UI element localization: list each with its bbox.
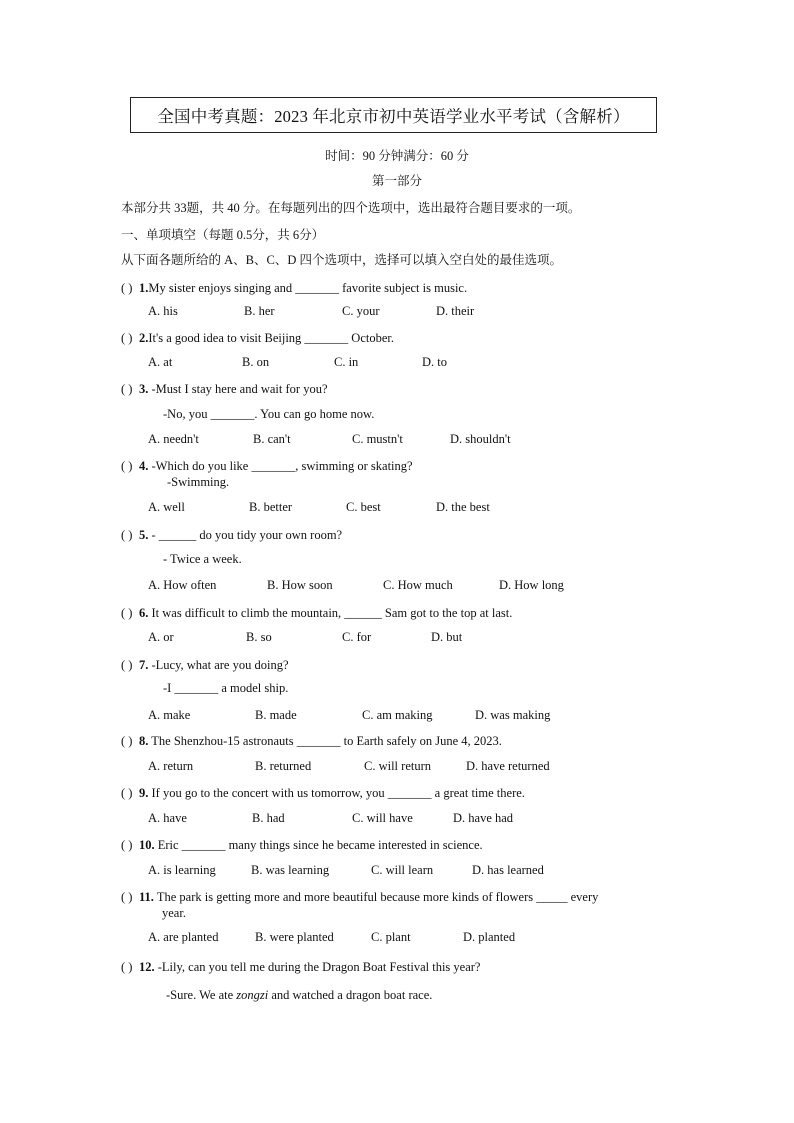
option-c: C. am making — [362, 708, 433, 722]
option-a: A. How often — [148, 578, 217, 592]
question-text: 1.My sister enjoys singing and _______ favorite subject is music. — [139, 281, 468, 295]
answer-blank[interactable]: ( ) — [121, 382, 133, 396]
answer-blank[interactable]: ( ) — [121, 331, 133, 345]
option-d: D. to — [422, 355, 447, 369]
question-text: 10. Eric _______ many things since he became interested in science. — [139, 838, 483, 852]
answer-blank[interactable]: ( ) — [121, 658, 133, 672]
option-d: D. has learned — [472, 863, 544, 877]
part-intro: 本部分共 33题，共 40 分。在每题列出的四个选项中，选出最符合题目要求的一项。 — [121, 201, 581, 215]
part-heading: 第一部分 — [371, 174, 422, 188]
question-reply: - Twice a week. — [163, 552, 242, 566]
question-text: 7. -Lucy, what are you doing? — [139, 658, 289, 672]
answer-blank[interactable]: ( ) — [121, 890, 133, 904]
answer-blank[interactable]: ( ) — [121, 734, 133, 748]
section-description: 从下面各题所给的 A、B、C、D 四个选项中，选择可以填入空白处的最佳选项。 — [121, 253, 562, 267]
question-text: 3. -Must I stay here and wait for you? — [139, 382, 328, 396]
option-c: C. How much — [383, 578, 453, 592]
answer-blank[interactable]: ( ) — [121, 786, 133, 800]
option-a: A. his — [148, 304, 178, 318]
question-reply: -Swimming. — [167, 475, 230, 489]
option-b: B. better — [249, 500, 293, 514]
option-a: A. return — [148, 759, 194, 773]
question-text: 9. If you go to the concert with us tomorrow, you _______ a great time there. — [139, 786, 525, 800]
option-d: D. planted — [463, 930, 516, 944]
question-text: 6. It was difficult to climb the mountain, ______ Sam got to the top at last. — [139, 606, 513, 620]
answer-blank[interactable]: ( ) — [121, 281, 133, 295]
option-b: B. were planted — [255, 930, 334, 944]
option-b: B. How soon — [267, 578, 333, 592]
question-text: 2.It's a good idea to visit Beijing _______ October. — [139, 331, 394, 345]
option-c: C. plant — [371, 930, 411, 944]
option-c: C. for — [342, 630, 372, 644]
option-a: A. at — [148, 355, 173, 369]
question-text: 4. -Which do you like _______, swimming or skating? — [139, 459, 413, 473]
document-title: 全国中考真题：2023 年北京市初中英语学业水平考试（含解析） — [130, 97, 657, 133]
option-a: A. have — [148, 811, 187, 825]
option-b: B. returned — [255, 759, 312, 773]
option-c: C. in — [334, 355, 359, 369]
question-text-continued: year. — [162, 906, 186, 920]
option-a: A. make — [148, 708, 191, 722]
option-d: D. the best — [436, 500, 490, 514]
option-d: D. their — [436, 304, 475, 318]
option-d: D. have returned — [466, 759, 550, 773]
option-b: B. on — [242, 355, 270, 369]
option-b: B. had — [252, 811, 285, 825]
option-c: C. will learn — [371, 863, 434, 877]
question-text: 5. - ______ do you tidy your own room? — [139, 528, 343, 542]
question-text: 11. The park is getting more and more beautiful because more kinds of flowers _____ every — [139, 890, 599, 904]
question-text: 8. The Shenzhou-15 astronauts _______ to Earth safely on June 4, 2023. — [139, 734, 502, 748]
question-reply: -I _______ a model ship. — [163, 681, 289, 695]
answer-blank[interactable]: ( ) — [121, 606, 133, 620]
option-c: C. will have — [352, 811, 413, 825]
option-d: D. have had — [453, 811, 514, 825]
option-a: A. or — [148, 630, 174, 644]
question-reply: -Sure. We ate zongzi and watched a dragon boat race. — [166, 988, 433, 1002]
option-c: C. will return — [364, 759, 432, 773]
option-b: B. was learning — [251, 863, 330, 877]
option-d: D. was making — [475, 708, 551, 722]
option-d: D. but — [431, 630, 463, 644]
answer-blank[interactable]: ( ) — [121, 459, 133, 473]
option-c: C. best — [346, 500, 381, 514]
time-info: 时间：90 分钟满分：60 分 — [325, 149, 469, 163]
answer-blank[interactable]: ( ) — [121, 960, 133, 974]
option-a: A. needn't — [148, 432, 199, 446]
option-a: A. well — [148, 500, 185, 514]
question-text: 12. -Lily, can you tell me during the Dragon Boat Festival this year? — [139, 960, 481, 974]
option-c: C. your — [342, 304, 380, 318]
option-a: A. are planted — [148, 930, 219, 944]
section-title: 一、单项填空（每题 0.5分，共 6分） — [121, 228, 325, 242]
option-b: B. made — [255, 708, 297, 722]
option-a: A. is learning — [148, 863, 216, 877]
option-c: C. mustn't — [352, 432, 403, 446]
option-b: B. her — [244, 304, 275, 318]
option-b: B. so — [246, 630, 272, 644]
option-d: D. How long — [499, 578, 564, 592]
answer-blank[interactable]: ( ) — [121, 528, 133, 542]
question-reply: -No, you _______. You can go home now. — [163, 407, 375, 421]
option-d: D. shouldn't — [450, 432, 511, 446]
answer-blank[interactable]: ( ) — [121, 838, 133, 852]
option-b: B. can't — [253, 432, 291, 446]
